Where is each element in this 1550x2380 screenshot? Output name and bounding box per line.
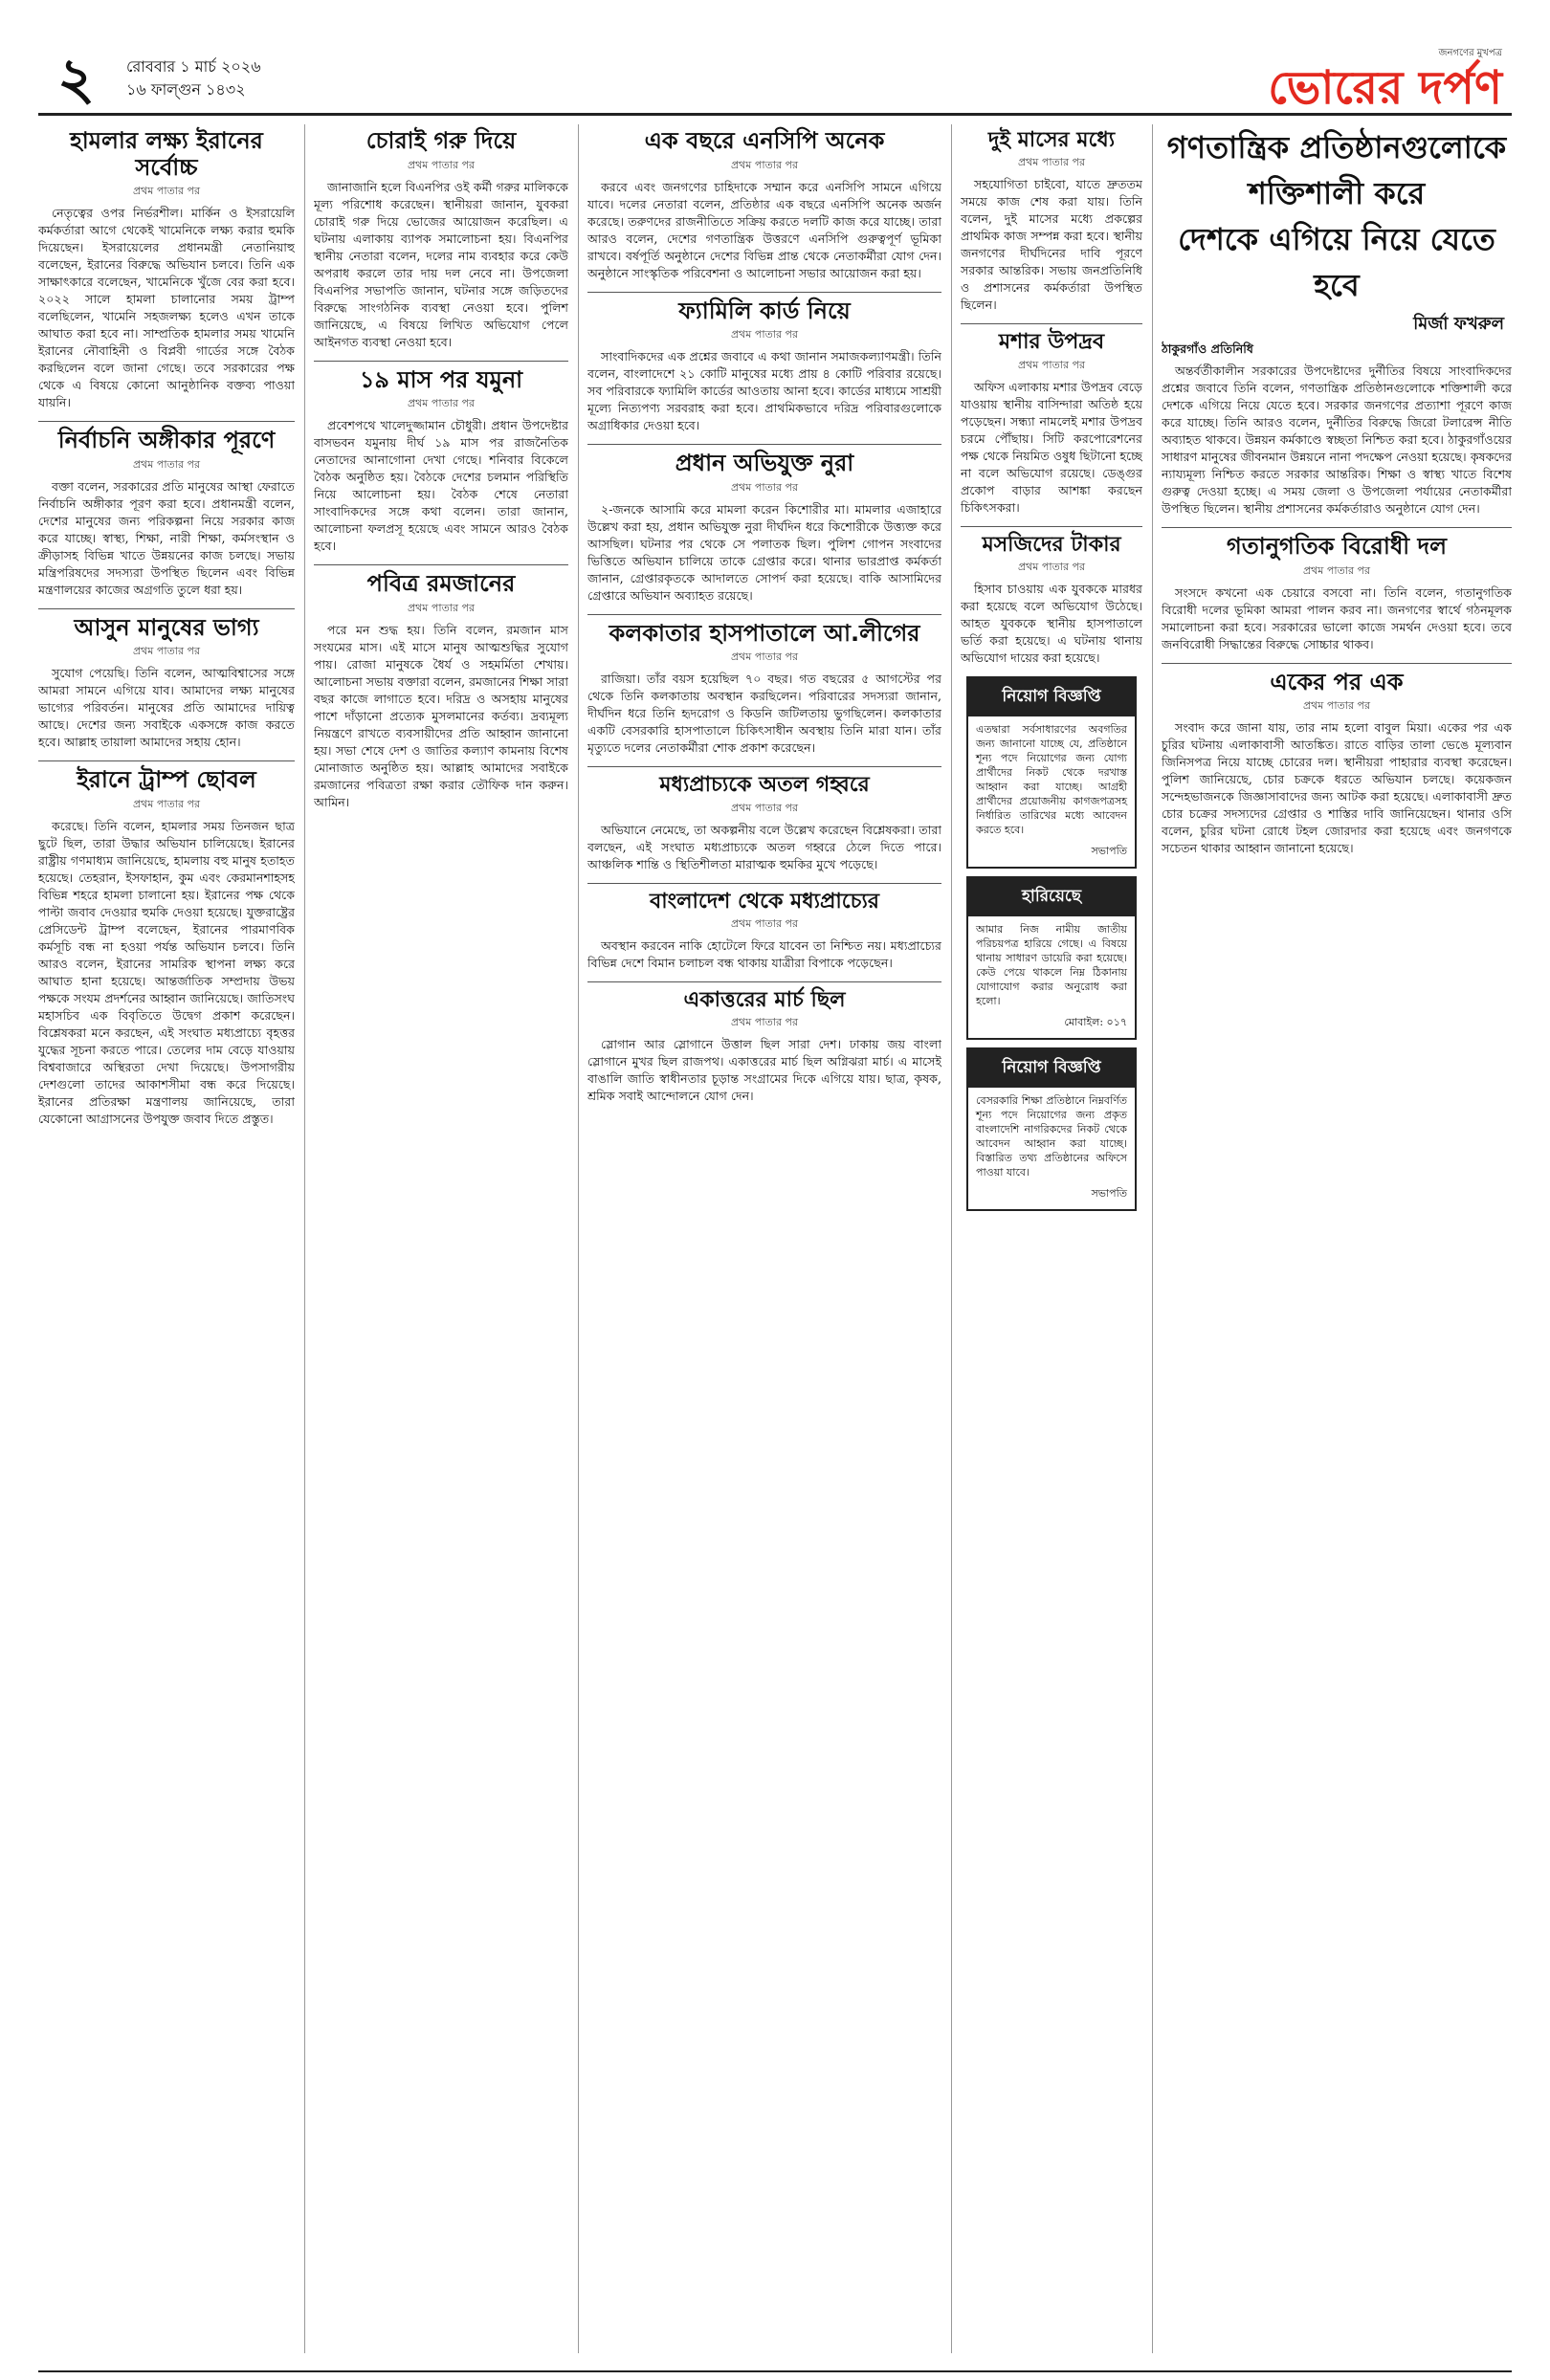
article-body: সংসদে কখনো এক চেয়ারে বসবো না। তিনি বলেন, গতানুগতিক বিরোধী দলের ভূমিকা আমরা পালন করব না। জনগণের স্বার্থে গঠনমূলক সমালোচনা করা হবে। সরকারের ভালো কাজে সমর্থন দেওয়া হবে। তবে জনবিরোধী সিদ্ধান্তের বিরুদ্ধে সোচ্চার থাকব।: [1162, 584, 1512, 651]
article-headline: একের পর এক: [1270, 668, 1404, 695]
article-headline: ফ্যামিলি কার্ড নিয়ে: [678, 297, 851, 324]
article: [1162, 534, 1512, 653]
date-bengali: ১৬ ফাল্গুন ১৪৩২: [126, 80, 246, 99]
continued-label: প্রথম পাতার পর: [1302, 699, 1371, 713]
article-headline: ১৯ মাস পর যমুনা: [359, 365, 523, 393]
classified-ad: [966, 876, 1137, 1040]
article-body: ২-জনকে আসামি করে মামলা করেন কিশোরীর মা। মামলার এজাহারে উল্লেখ করা হয়, প্রধান অভিযুক্ত নুরা দীর্ঘদিন ধরে কিশোরীকে উত্ত্যক্ত করে আসছিল। ঘটনার পর থেকে সে পলাতক ছিল। পুলিশ গোপন সংবাদের ভিত্তিতে অভিযান চালিয়ে তাকে গ্রেপ্তার করে। থানার ভারপ্রাপ্ত কর্মকর্তা জানান, গ্রেপ্তারকৃতকে আদালতে সোপর্দ করা হয়েছে। বাকি আসামিদের গ্রেপ্তারে অভিযান অব্যাহত রয়েছে।: [587, 501, 941, 603]
logo-name: ভোরের দর্পণ: [1268, 61, 1502, 115]
article: [314, 571, 568, 811]
column-1: [38, 124, 295, 2353]
continued-label: প্রথম পাতার পর: [730, 158, 799, 171]
continued-label: প্রথম পাতার পর: [1017, 156, 1086, 169]
continued-label: প্রথম পাতার পর: [132, 457, 201, 471]
lead-headline-line-1: গণতান্ত্রিক প্রতিষ্ঠানগুলোকে শক্তিশালী করে: [1166, 129, 1507, 211]
article-headline: মধ্যপ্রাচ্যকে অতল গহ্বরে: [659, 773, 870, 798]
continued-label: প্রথম পাতার পর: [730, 801, 799, 814]
ad-signature: মোবাইল: ০১৭: [1064, 1015, 1127, 1028]
article-body: অবস্থান করবেন নাকি হোটেলে ফিরে যাবেন তা নিশ্চিত নয়। মধ্যপ্রাচ্যের বিভিন্ন দেশে বিমান চলাচল বন্ধ থাকায় যাত্রীরা বিপাকে পড়েছেন।: [587, 937, 941, 970]
ad-body: বেসরকারি শিক্ষা প্রতিষ্ঠানে নিম্নবর্ণিত শূন্য পদে নিয়োগের জন্য প্রকৃত বাংলাদেশি নাগরিকদের নিকট থেকে আবেদন আহ্বান করা যাচ্ছে। বিস্তারিত তথ্য প্রতিষ্ঠানের অফিসে পাওয়া যাবে।: [976, 1093, 1127, 1179]
article-body: জানাজানি হলে বিএনপির ওই কর্মী গরুর মালিককে মূল্য পরিশোধ করেছেন। স্থানীয়রা জানান, যুবকরা চোরাই গরু দিয়ে ভোজের আয়োজন করেছিল। এ ঘটনায় এলাকায় ব্যাপক সমালোচনা হয়। বিএনপির স্থানীয় নেতারা বলেন, দলের নাম ব্যবহার করে কেউ অপরাধ করলে তার দায় দল নেবে না। উপজেলা বিএনপির সভাপতি জানান, ঘটনার সঙ্গে জড়িতদের বিরুদ্ধে সাংগঠনিক ব্যবস্থা নেওয়া হবে। পুলিশ জানিয়েছে, এ বিষয়ে লিখিত অভিযোগ পেলে আইনগত ব্যবস্থা নেওয়া হবে।: [314, 179, 568, 349]
newspaper-logo: [1268, 46, 1502, 114]
footer-rule: [38, 2370, 1512, 2372]
article: [1162, 670, 1512, 858]
article-headline: দুই মাসের মধ্যে: [987, 128, 1116, 152]
article-body: সহযোগিতা চাইবো, যাতে দ্রুততম সময়ে কাজ শেষ করা যায়। তিনি বলেন, দুই মাসের মধ্যে প্রকল্পের প্রাথমিক কাজ সম্পন্ন করা হবে। স্থানীয় জনগণের দীর্ঘদিনের দাবি পূরণে সরকার আন্তরিক। সভায় জনপ্রতিনিধি ও প্রশাসনের কর্মকর্তারা উপস্থিত ছিলেন।: [961, 177, 1142, 313]
article: [587, 890, 941, 972]
article: [587, 621, 941, 758]
continued-label: প্রথম পাতার পর: [1017, 560, 1086, 573]
article: [961, 330, 1142, 516]
article: [38, 428, 295, 599]
lead-article: [1162, 124, 1512, 518]
article-body: নেতৃত্বের ওপর নির্ভরশীল। মার্কিন ও ইসরায়েলি কর্মকর্তারা আগে থেকেই খামেনিকে লক্ষ্য করার হুমকি দিয়েছেন। ইসরায়েলের প্রধানমন্ত্রী নেতানিয়াহু বলেছেন, ইরানের বিরুদ্ধে অভিযান চলবে। তিনি এক সাক্ষাৎকারে বলেছেন, খামেনিকে খুঁজে বের করা হবে। ২০২২ সালে হামলা চালানোর সময় ট্রাম্প বলেছিলেন, খামেনি সহজলক্ষ্য হলেও এখন তাকে আঘাত করা হবে না। সাম্প্রতিক হামলার সময় খামেনি ইরানের নৌবাহিনী ও বিপ্লবী গার্ডের সঙ্গে বৈঠক করছিলেন বলে জানা গেছে। তবে সরকারের পক্ষ থেকে এ বিষয়ে কোনো আনুষ্ঠানিক বক্তব্য পাওয়া যায়নি।: [38, 206, 295, 410]
ad-body: এতদ্বারা সর্বসাধারণের অবগতির জন্য জানানো যাচ্ছে যে, প্রতিষ্ঠানে শূন্য পদে নিয়োগের জন্য যোগ্য প্রার্থীদের নিকট থেকে দরখাস্ত আহ্বান করা যাচ্ছে। আগ্রহী প্রার্থীদের প্রয়োজনীয় কাগজপত্রসহ নির্ধারিত তারিখের মধ্যে আবেদন করতে হবে।: [976, 722, 1127, 836]
date-gregorian: রোববার ১ মার্চ ২০২৬: [126, 57, 261, 76]
column-3: [587, 124, 941, 2353]
classified-ad: [966, 1047, 1137, 1211]
column-2: [314, 124, 568, 2353]
logo-tagline: জনগণের মুখপত্র: [1438, 48, 1502, 58]
article-headline: প্রধান অভিযুক্ত নুরা: [675, 450, 854, 477]
article-headline: চোরাই গরু দিয়ে: [365, 127, 517, 154]
article-body: হিসাব চাওয়ায় এক যুবককে মারধর করা হয়েছে বলে অভিযোগ উঠেছে। আহত যুবককে স্থানীয় হাসপাতালে ভর্তি করা হয়েছে। এ ঘটনায় থানায় অভিযোগ দায়ের করা হয়েছে।: [961, 581, 1142, 665]
article-headline: বাংলাদেশ থেকে মধ্যপ্রাচ্যের: [650, 889, 879, 914]
article-body: প্রবেশপথে খালেদুজ্জামান চৌধুরী। প্রধান উপদেষ্টার বাসভবন যমুনায় দীর্ঘ ১৯ মাস পর রাজনৈতিক নেতাদের আনাগোনা দেখা গেছে। শনিবার বিকেলে বৈঠক অনুষ্ঠিত হয়। বৈঠকে দেশের চলমান পরিস্থিতি নিয়ে আলোচনা হয়। বৈঠক শেষে নেতারা সাংবাদিকদের সঙ্গে কথা বলেন। তারা জানান, আলোচনা ফলপ্রসূ হয়েছে এবং সামনে আরও বৈঠক হবে।: [314, 418, 568, 554]
article-body: রাজিয়া। তাঁর বয়স হয়েছিল ৭০ বছর। গত বছরের ৫ আগস্টের পর থেকে তিনি কলকাতায় অবস্থান করছিলেন। পরিবারের সদস্যরা জানান, দীর্ঘদিন ধরে তিনি হৃদরোগ ও কিডনি জটিলতায় ভুগছিলেন। কলকাতার একটি বেসরকারি হাসপাতালে চিকিৎসাধীন অবস্থায় তিনি মারা যান। তাঁর মৃত্যুতে দলের নেতাকর্মীরা শোক প্রকাশ করেছেন।: [587, 672, 941, 756]
page-number: ২: [57, 46, 96, 113]
article-headline: আসুন মানুষের ভাগ্য: [74, 613, 259, 641]
continued-label: প্রথম পাতার পর: [132, 645, 201, 658]
article: [587, 451, 941, 605]
article-headline: হামলার লক্ষ্য ইরানের সর্বোচ্চ: [70, 127, 263, 181]
article-headline: নির্বাচনি অঙ্গীকার পূরণে: [57, 427, 276, 454]
column-4: [961, 124, 1142, 2353]
continued-label: প্রথম পাতার পর: [730, 1016, 799, 1029]
continued-label: প্রথম পাতার পর: [1302, 563, 1371, 577]
continued-label: প্রথম পাতার পর: [407, 601, 476, 614]
masthead: [38, 46, 1512, 116]
ad-signature: সভাপতি: [1091, 844, 1127, 857]
article-body: পরে মন শুদ্ধ হয়। তিনি বলেন, রমজান মাস সংযমের মাস। এই মাসে মানুষ আত্মশুদ্ধির সুযোগ পায়। রোজা মানুষকে ধৈর্য ও সহমর্মিতা শেখায়। আলোচনা সভায় বক্তারা বলেন, রমজানের শিক্ষা সারা বছর কাজে লাগাতে হবে। দরিদ্র ও অসহায় মানুষের পাশে দাঁড়ানো প্রত্যেক মুসলমানের কর্তব্য। দ্রব্যমূল্য নিয়ন্ত্রণে রাখতে ব্যবসায়ীদের প্রতি আহ্বান জানানো হয়। সভা শেষে দেশ ও জাতির কল্যাণ কামনায় বিশেষ মোনাজাত অনুষ্ঠিত হয়। আল্লাহ আমাদের সবাইকে রমজানের পবিত্রতা রক্ষা করার তৌফিক দান করুন। আমিন।: [314, 622, 568, 809]
article-body: অভিযানে নেমেছে, তা অকল্পনীয় বলে উল্লেখ করেছেন বিশ্লেষকরা। তারা বলছেন, এই সংঘাত মধ্যপ্রাচ্যকে অতল গহ্বরে ঠেলে দিতে পারে। আঞ্চলিক শান্তি ও স্থিতিশীলতা মারাত্মক হুমকির মুখে পড়েছে।: [587, 822, 941, 871]
article-headline: মসজিদের টাকার: [982, 532, 1121, 557]
article-body: অন্তর্বর্তীকালীন সরকারের উপদেষ্টাদের দুর্নীতির বিষয়ে সাংবাদিকদের প্রশ্নের জবাবে তিনি বলেন, গণতান্ত্রিক প্রতিষ্ঠানগুলোকে শক্তিশালী করে দেশকে এগিয়ে নিয়ে যেতে হবে। সরকার জনগণের প্রত্যাশা পূরণে কাজ করে যাচ্ছে। তিনি আরও বলেন, দুর্নীতির বিরুদ্ধে জিরো টলারেন্স নীতি অব্যাহত থাকবে। উন্নয়ন কর্মকাণ্ডে স্বচ্ছতা নিশ্চিত করা হবে। ঠাকুরগাঁওয়ের সাধারণ মানুষের জীবনমান উন্নয়নে নানা পদক্ষেপ নেওয়া হয়েছে। কৃষকদের ন্যায্যমূল্য নিশ্চিত করতে সরকার আন্তরিক। শিক্ষা ও স্বাস্থ্য খাতে বিশেষ গুরুত্ব দেওয়া হচ্ছে। এ সময় জেলা ও উপজেলা পর্যায়ের নেতাকর্মীরা উপস্থিত ছিলেন। স্থানীয় প্রশাসনের কর্মকর্তারাও অনুষ্ঠানে যোগ দেন।: [1162, 364, 1512, 516]
article-body: বক্তা বলেন, সরকারের প্রতি মানুষের আস্থা ফেরাতে নির্বাচনি অঙ্গীকার পূরণ করা হবে। প্রধানমন্ত্রী বলেন, দেশের মানুষের জন্য পরিকল্পনা নিয়ে সরকার কাজ করে যাচ্ছে। স্বাস্থ্য, শিক্ষা, নারী শিক্ষা, কর্মসংস্থান ও ক্রীড়াসহ বিভিন্ন খাতে উন্নয়নের কাজ চলছে। সভায় মন্ত্রিপরিষদের সদস্যরা উপস্থিত ছিলেন এবং বিভিন্ন মন্ত্রণালয়ের কাজের অগ্রগতি তুলে ধরা হয়।: [38, 478, 295, 597]
ad-heading: নিয়োগ বিজ্ঞপ্তি: [968, 1049, 1135, 1088]
article: [38, 615, 295, 752]
article-body: স্লোগান আর স্লোগানে উত্তাল ছিল সারা দেশ। ঢাকায় জয় বাংলা স্লোগানে মুখর ছিল রাজপথ। একাত্তরের মার্চ ছিল অগ্নিঝরা মার্চ। এ মাসেই বাঙালি জাতি স্বাধীনতার চূড়ান্ত সংগ্রামের দিকে এগিয়ে যায়। ছাত্র, কৃষক, শ্রমিক সবাই আন্দোলনে যোগ দেন।: [587, 1037, 941, 1104]
continued-label: প্রথম পাতার পর: [407, 158, 476, 171]
classified-ad: [966, 676, 1137, 869]
ad-signature: সভাপতি: [1091, 1186, 1127, 1200]
continued-label: প্রথম পাতার পর: [1017, 358, 1086, 371]
article-headline: পবিত্র রমজানের: [366, 570, 516, 598]
article: [587, 128, 941, 282]
date-block: [126, 55, 261, 101]
article-headline: কলকাতার হাসপাতালে আ.লীগের: [609, 619, 920, 647]
ad-heading: নিয়োগ বিজ্ঞপ্তি: [968, 678, 1135, 716]
continued-label: প্রথম পাতার পর: [407, 397, 476, 410]
article-headline: গতানুগতিক বিরোধী দল: [1227, 533, 1447, 560]
article: [314, 367, 568, 556]
lead-headline-line-2: দেশকে এগিয়ে নিয়ে যেতে হবে: [1178, 221, 1495, 303]
article-body: সাংবাদিকদের এক প্রশ্নের জবাবে এ কথা জানান সমাজকল্যাণমন্ত্রী। তিনি বলেন, বাংলাদেশে ২১ কোটি মানুষের মধ্যে প্রায় ৪ কোটি পরিবার রয়েছে। সব পরিবারকে ফ্যামিলি কার্ডের আওতায় আনা হবে। কার্ডের মাধ্যমে সাশ্রয়ী মূল্যে নিত্যপণ্য সরবরাহ করা হবে। প্রাথমিকভাবে দরিদ্র পরিবারগুলোকে অগ্রাধিকার দেওয়া হবে।: [587, 349, 941, 433]
article-body: করবে এবং জনগণের চাহিদাকে সম্মান করে এনসিপি সামনে এগিয়ে যাবে। দলের নেতারা বলেন, প্রতিষ্ঠার এক বছরে এনসিপি অনেক অর্জন করেছে। তরুণদের রাজনীতিতে সক্রিয় করতে দলটি কাজ করে যাচ্ছে। তারা আরও বলেন, দেশের গণতান্ত্রিক উত্তরণে এনসিপি গুরুত্বপূর্ণ ভূমিকা রাখবে। বর্ষপূর্তি অনুষ্ঠানে দেশের বিভিন্ন প্রান্ত থেকে নেতাকর্মীরা যোগ দেন। অনুষ্ঠানে সাংস্কৃতিক পরিবেশনা ও আলোচনা সভার আয়োজন করা হয়।: [587, 179, 941, 280]
continued-label: প্রথম পাতার পর: [730, 650, 799, 664]
article: [961, 533, 1142, 667]
ad-body: আমার নিজ নামীয় জাতীয় পরিচয়পত্র হারিয়ে গেছে। এ বিষয়ে থানায় সাধারণ ডায়েরি করা হয়েছে। কেউ পেয়ে থাকলে নিম্ন ঠিকানায় যোগাযোগ করার অনুরোধ করা হলো।: [976, 922, 1127, 1007]
article-body: অফিস এলাকায় মশার উপদ্রব বেড়ে যাওয়ায় স্থানীয় বাসিন্দারা অতিষ্ঠ হয়ে পড়েছেন। সন্ধ্যা নামলেই মশার উপদ্রব চরমে পৌঁছায়। সিটি করপোরেশনের পক্ষ থেকে নিয়মিত ওষুধ ছিটানো হচ্ছে না বলে অভিযোগ রয়েছে। ডেঙ্গুর প্রকোপ বাড়ার আশঙ্কা করছেন চিকিৎসকরা।: [961, 379, 1142, 515]
continued-label: প্রথম পাতার পর: [730, 328, 799, 342]
article: [587, 298, 941, 435]
article-headline: এক বছরে এনসিপি অনেক: [644, 127, 885, 154]
column-5: [1162, 124, 1512, 2353]
article: [961, 128, 1142, 314]
continued-label: প্রথম পাতার পর: [730, 916, 799, 930]
article: [587, 988, 941, 1105]
byline: মির্জা ফখরুল: [1413, 314, 1504, 334]
article-body: সুযোগ পেয়েছি। তিনি বলেন, আত্মবিশ্বাসের সঙ্গে আমরা সামনে এগিয়ে যাব। আমাদের লক্ষ্য মানুষের ভাগ্যের পরিবর্তন। মানুষের প্রতি আমাদের দায়িত্ব আছে। দেশের জন্য সবাইকে একসঙ্গে কাজ করতে হবে। আল্লাহ তায়ালা আমাদের সহায় হোন।: [38, 666, 295, 750]
continued-label: প্রথম পাতার পর: [730, 480, 799, 494]
continued-label: প্রথম পাতার পর: [132, 797, 201, 810]
article-headline: মশার উপদ্রব: [998, 330, 1105, 355]
continued-label: প্রথম পাতার পর: [132, 185, 201, 198]
ad-heading: হারিয়েছে: [968, 878, 1135, 916]
article-headline: ইরানে ট্রাম্প ছোবল: [77, 766, 256, 794]
article-body: করেছে। তিনি বলেন, হামলার সময় তিনজন ছাত্র ছুটে ছিল, তারা উদ্ধার অভিযান চালিয়েছে। ইরানের রাষ্ট্রীয় গণমাধ্যম জানিয়েছে, হামলায় বহু মানুষ হতাহত হয়েছে। তেহরান, ইসফাহান, কুম এবং কেরমানশাহসহ বিভিন্ন শহরে হামলা চালানো হয়। ইরানের পক্ষ থেকে পাল্টা জবাব দেওয়ার হুমকি দেওয়া হয়েছে। যুক্তরাষ্ট্রের প্রেসিডেন্ট ট্রাম্প বলেছেন, ইরানের পারমাণবিক কর্মসূচি বন্ধ না হওয়া পর্যন্ত অভিযান চলবে। তিনি আরও বলেন, ইরানের সামরিক স্থাপনা লক্ষ্য করে আঘাত হানা হয়েছে। আন্তর্জাতিক সম্প্রদায় উভয় পক্ষকে সংযম প্রদর্শনের আহ্বান জানিয়েছে। জাতিসংঘ মহাসচিব এক বিবৃতিতে উদ্বেগ প্রকাশ করেছেন। বিশ্লেষকরা মনে করছেন, এই সংঘাত মধ্যপ্রাচ্যে বৃহত্তর যুদ্ধের সূচনা করতে পারে। তেলের দাম বেড়ে যাওয়ায় বিশ্ববাজারে অস্থিরতা দেখা দিয়েছে। উপসাগরীয় দেশগুলো তাদের আকাশসীমা বন্ধ করে দিয়েছে। ইরানের প্রতিরক্ষা মন্ত্রণালয় জানিয়েছে, তারা যেকোনো আগ্রাসনের উপযুক্ত জবাব দিতে প্রস্তুত।: [38, 818, 295, 1126]
article: [314, 128, 568, 351]
article-headline: একাত্তরের মার্চ ছিল: [683, 987, 846, 1012]
bureau: ঠাকুরগাঁও প্রতিনিধি: [1162, 342, 1253, 356]
article: [587, 773, 941, 872]
article: [38, 767, 295, 1128]
article-body: সংবাদ করে জানা যায়, তার নাম হলো বাবুল মিয়া। একের পর এক চুরির ঘটনায় এলাকাবাসী আতঙ্কিত। রাতে বাড়ির তালা ভেঙে মূল্যবান জিনিসপত্র নিয়ে যাচ্ছে চোরের দল। স্থানীয়রা পাহারার ব্যবস্থা করেছেন। পুলিশ জানিয়েছে, চোর চক্রকে ধরতে অভিযান চলছে। কয়েকজন সন্দেহভাজনকে জিজ্ঞাসাবাদের জন্য আটক করা হয়েছে। এলাকাবাসী দ্রুত চোর চক্রের সদস্যদের গ্রেপ্তার ও শাস্তির দাবি জানিয়েছেন। থানার ওসি বলেন, চুরির ঘটনা রোধে টহল জোরদার করা হয়েছে এবং জনগণকে সচেতন থাকার আহ্বান জানানো হয়েছে।: [1162, 720, 1512, 856]
article: [38, 128, 295, 411]
